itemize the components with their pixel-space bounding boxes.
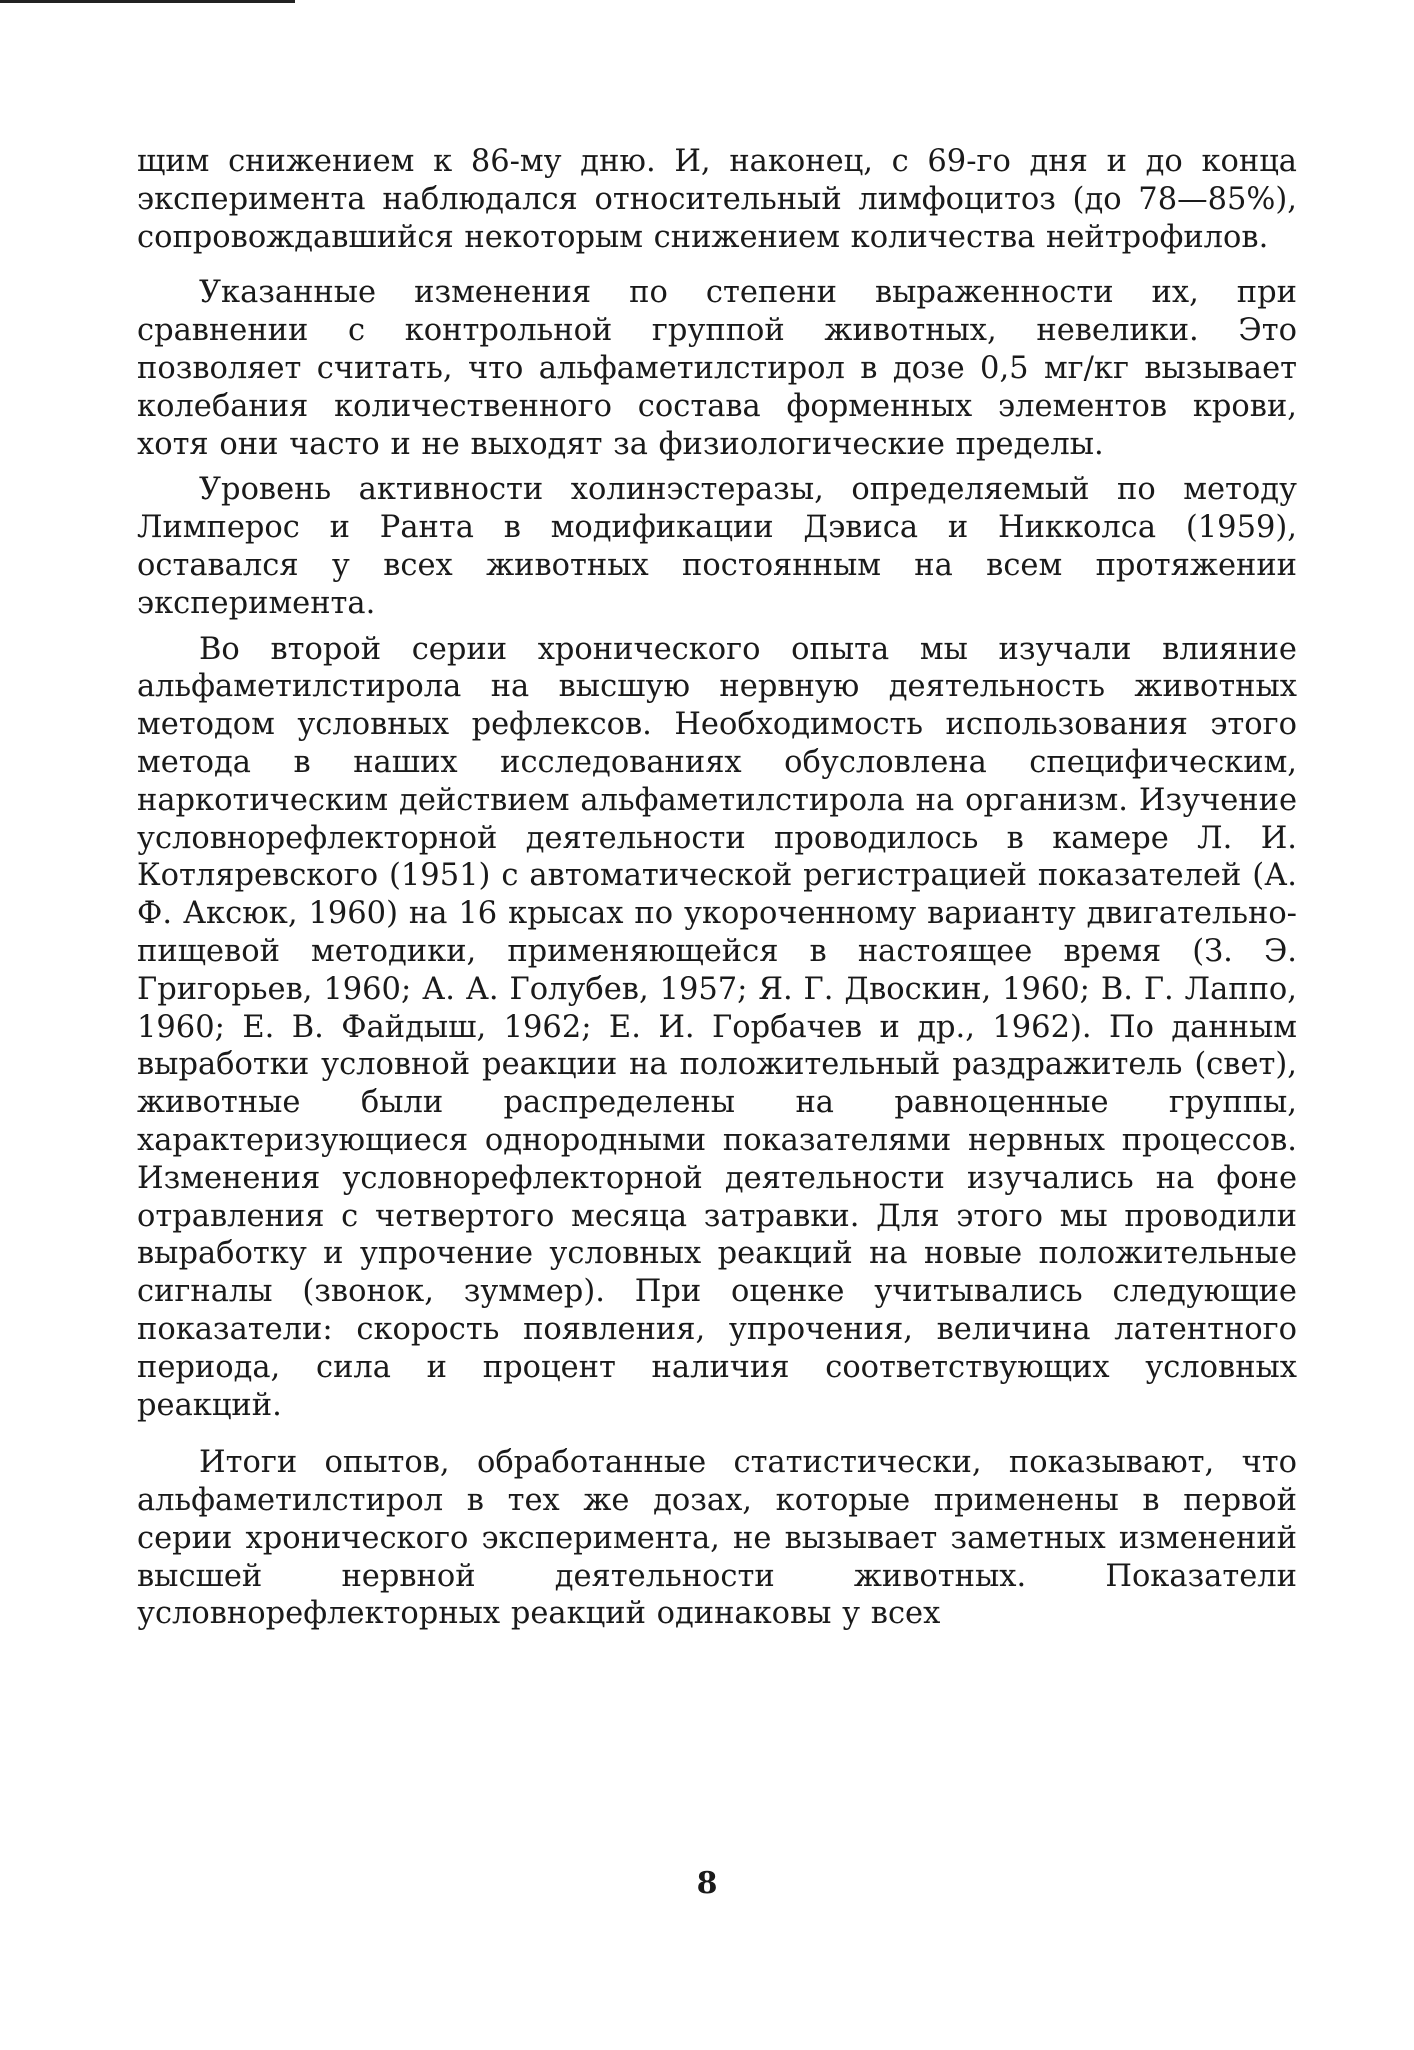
- paragraph-second-series: Во второй серии хронического опыта мы изучали влияние альфаметилстирола на высшую нервную деятельность животных методом условных рефлексов. Необходимость использования этого метода в наших исследованиях обусловлена специфическим, наркотическим действием альфаметилстирола на организм. Изучение условнорефлекторной деятельности проводилось в камере Л. И. Котляревского (1951) с автоматической регистрацией показателей (А. Ф. Аксюк, 1960) на 16 крысах по укороченному варианту двигательно-пищевой методики, применяющейся в настоящее время (З. Э. Григорьев, 1960; А. А. Голубев, 1957; Я. Г. Двоскин, 1960; В. Г. Лаппо, 1960; Е. В. Файдыш, 1962; Е. И. Горбачев и др., 1962). По данным выработки условной реакции на положительный раздражитель (свет), животные были распределены на равноценные группы, характеризующиеся однородными показателями нервных процессов. Изменения условнорефлекторной деятельности изучались на фоне отравления с четвертого месяца затравки. Для этого мы проводили выработку и упрочение условных реакций на новые положительные сигналы (звонок, зуммер). При оценке учитывались следующие показатели: скорость появления, упрочения, величина латентного периода, сила и процент наличия соответствующих условных реакций.: [137, 631, 1297, 1423]
- top-edge-rule: [0, 0, 295, 3]
- paragraph-results: Итоги опытов, обработанные статистически, показывают, что альфаметилстирол в тех же дозах, которые применены в первой серии хронического эксперимента, не вызывает заметных изменений высшей нервной деятельности животных. Показатели условнорефлекторных реакций одинаковы у всех: [137, 1445, 1297, 1632]
- page-body: [137, 143, 1297, 1633]
- paragraph-cholinesterase: Уровень активности холинэстеразы, определяемый по методу Лимперос и Ранта в модификации Дэвиса и Никколса (1959), оставался у всех животных постоянным на всем протяжении эксперимента.: [137, 472, 1297, 621]
- paragraph-blood-changes: Указанные изменения по степени выраженности их, при сравнении с контрольной группой животных, невелики. Это позволяет считать, что альфаметилстирол в дозе 0,5 мг/кг вызывает колебания количественного состава форменных элементов крови, хотя они часто и не выходят за физиологические пределы.: [137, 275, 1297, 462]
- page-number: 8: [696, 1866, 718, 1901]
- paragraph-continued: щим снижением к 86-му дню. И, наконец, с 69-го дня и до конца эксперимента наблюдался относительный лимфоцитоз (до 78—85%), сопровождавшийся некоторым снижением количества нейтрофилов.: [137, 144, 1297, 255]
